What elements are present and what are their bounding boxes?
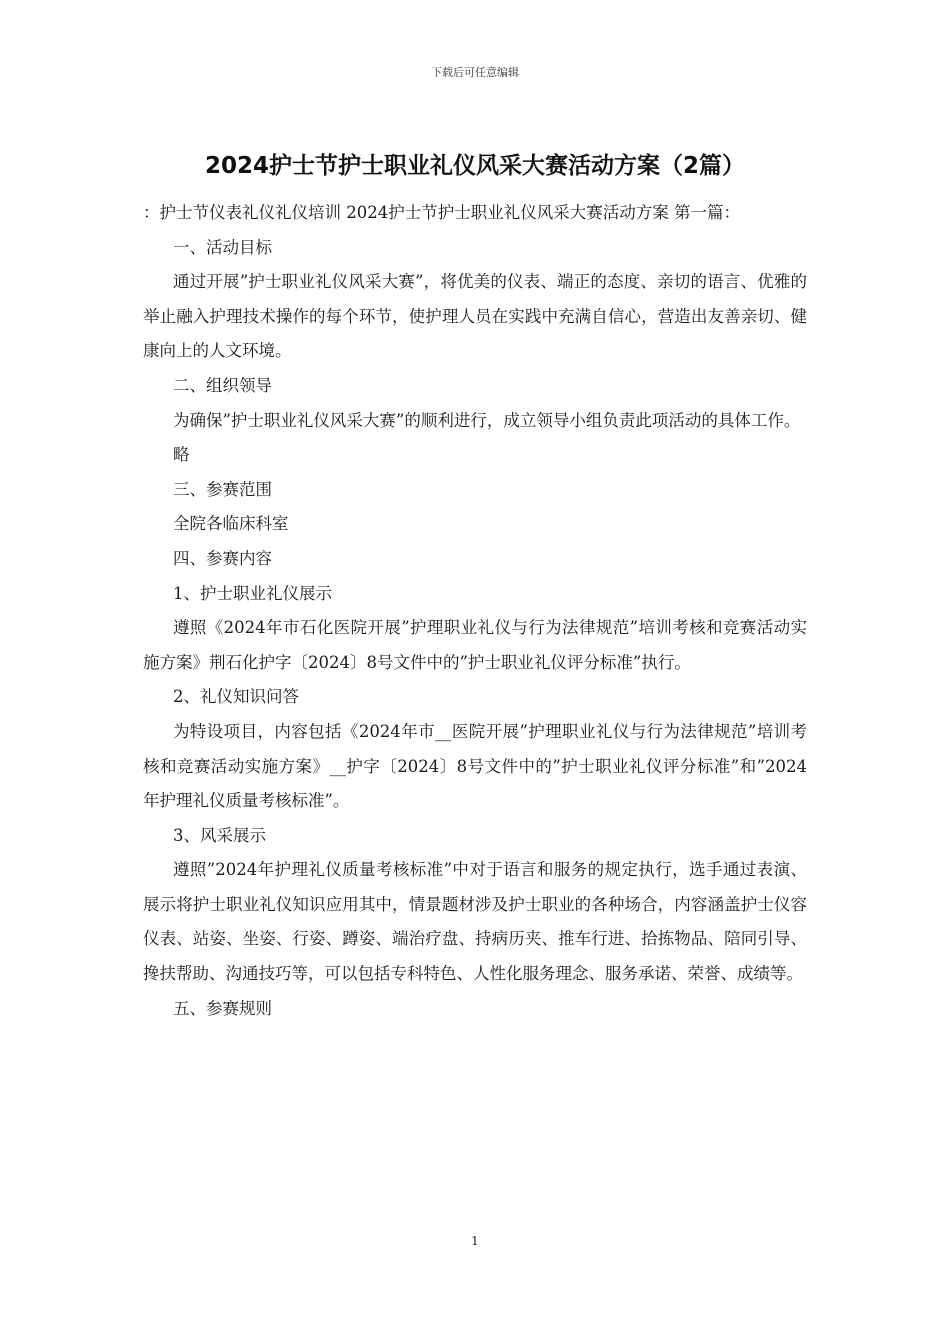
paragraph-knowledge-quiz: 为特设项目，内容包括《2024年市__医院开展”护理职业礼仪与行为法律规范”培训考核和竞赛活动实施方案》__护字〔2024〕8号文件中的”护士职业礼仪评分标准”和”2024年护理礼仪质量考核标准”。 <box>143 721 807 811</box>
section-heading-content: 四、参赛内容 <box>173 548 272 568</box>
page-number: 1 <box>471 1234 479 1248</box>
intro-paragraph: ：护士节仪表礼仪礼仪培训 2024护士节护士职业礼仪风采大赛活动方案 第一篇： <box>143 203 740 222</box>
header-note: 下载后可任意编辑 <box>431 66 519 79</box>
section-heading-organization: 二、组织领导 <box>173 375 272 395</box>
subheading-etiquette-display: 1、护士职业礼仪展示 <box>173 583 332 603</box>
subheading-style-showcase: 3、风采展示 <box>173 825 266 845</box>
section-heading-goals: 一、活动目标 <box>173 237 272 257</box>
document-title: 2024护士节护士职业礼仪风采大赛活动方案（2篇） <box>204 153 746 179</box>
section-heading-scope: 三、参赛范围 <box>173 479 272 499</box>
document-body <box>143 196 807 1026</box>
paragraph-etiquette-display: 遵照《2024年市石化医院开展”护理职业礼仪与行为法律规范”培训考核和竞赛活动实施方案》荆石化护字〔2024〕8号文件中的”护士职业礼仪评分标准”执行。 <box>143 618 807 672</box>
section-heading-rules: 五、参赛规则 <box>173 998 272 1018</box>
paragraph-scope: 全院各临床科室 <box>173 514 289 534</box>
paragraph-omitted: 略 <box>173 445 190 465</box>
paragraph-style-showcase: 遵照”2024年护理礼仪质量考核标准”中对于语言和服务的规定执行，选手通过表演、展示将护士职业礼仪知识应用其中，情景题材涉及护士职业的各种场合，内容涵盖护士仪容仪表、站姿、坐姿、行姿、蹲姿、端治疗盘、持病历夹、推车行进、拾拣物品、陪同引导、搀扶帮助、沟通技巧等，可以包括专科特色、人性化服务理念、服务承诺、荣誉、成绩等。 <box>143 860 807 984</box>
paragraph-organization: 为确保”护士职业礼仪风采大赛”的顺利进行，成立领导小组负责此项活动的具体工作。 <box>173 410 801 430</box>
paragraph-goals: 通过开展”护士职业礼仪风采大赛”，将优美的仪表、端正的态度、亲切的语言、优雅的举止融入护理技术操作的每个环节，使护理人员在实践中充满自信心，营造出友善亲切、健康向上的人文环境。 <box>143 272 807 361</box>
subheading-knowledge-quiz: 2、礼仪知识问答 <box>173 687 299 707</box>
